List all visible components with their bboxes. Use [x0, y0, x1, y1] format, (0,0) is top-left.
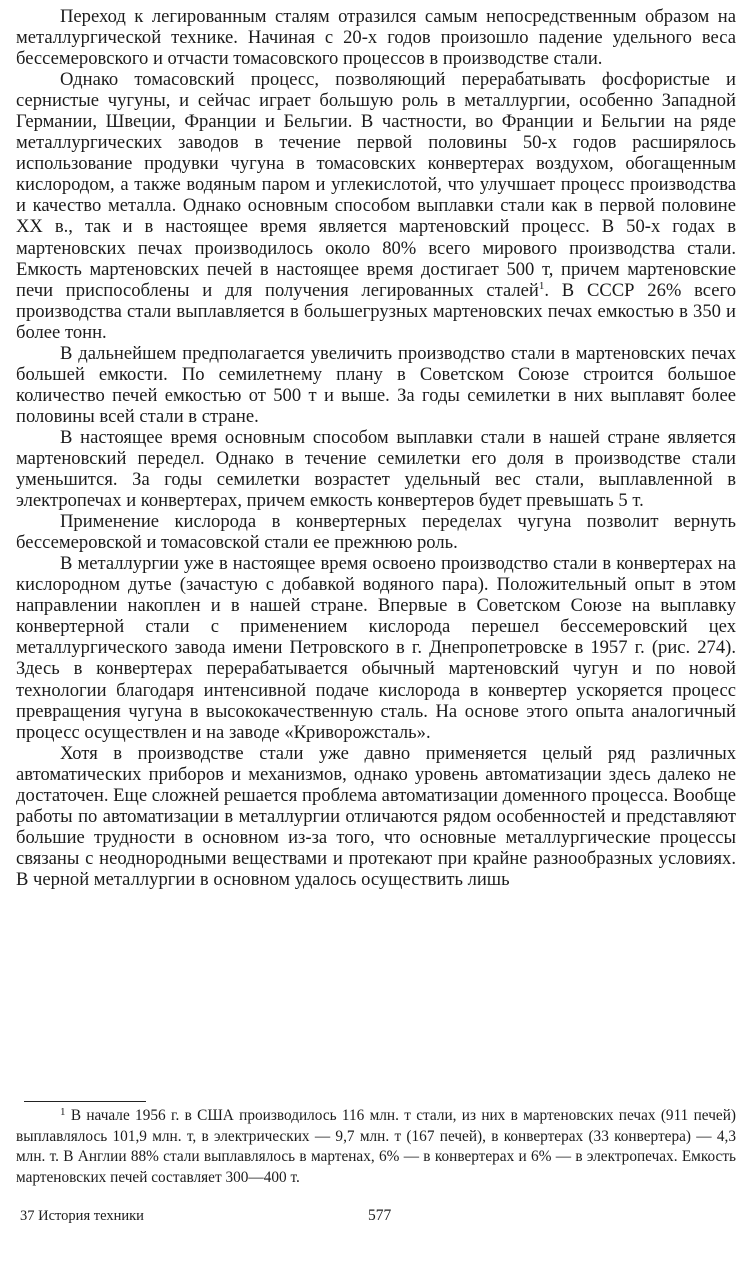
paragraph-text: В металлургии уже в настоящее время освоено производство стали в конвертерах на кислородном дутье (зачастую с добавкой водяного пара). Положительный опыт в этом направлении накоплен и в нашей стране. Впервые в Советском Союзе на выплавку конвертерной стали с применением кислорода перешел бессемеровский цех металлургического завода имени Петровского в г. Днепропетровске в 1957 г. (рис. 274). Здесь в конвертерах перерабатывается обычный мартеновский чугун и по новой технологии благодаря интенсивной подаче кислорода в конвертер ускоряется процесс превращения чугуна в высококачественную сталь. На основе этого опыта аналогичный процесс осуществлен и на заводе «Криворожсталь». [16, 553, 736, 743]
paragraph-text: Применение кислорода в конвертерных переделах чугуна позволит вернуть бессемеровской и томасовской стали ее прежнюю роль. [16, 511, 736, 554]
paragraph-text: В дальнейшем предполагается увеличить производство стали в мартеновских печах большей емкости. По семилетнему плану в Советском Союзе строится большое количество печей емкостью от 500 т и выше. За годы семилетки в них выплавят более половины всей стали в стране. [16, 342, 736, 427]
paragraph [16, 743, 736, 890]
paragraph-text: Однако томасовский процесс, позволяющий перерабатывать фосфористые и сернистые чугуны, и сейчас играет большую роль в металлургии, особенно Западной Германии, Швеции, Франции и Бельгии. В частности, во Франции и Бельгии на ряде металлургических заводов в течение первой половины 50-х годов расширялось использование продувки чугуна в томасовских конвертерах воздухом, обогащенным кислородом, а также водяным паром и углекислотой, что улучшает процесс производства и качество металла. Однако основным способом выплавки стали как в первой половине XX в., так и в настоящее время является мартеновский процесс. В 50-х годах в мартеновских печах производилось около 80% всего мирового производства стали. Емкость мартеновских печей в настоящее время достигает 500 т, причем мартеновские печи приспособлены и для получения легированных сталей [16, 69, 736, 301]
footnote-reference: 1 [538, 279, 545, 292]
paragraph [16, 553, 736, 742]
footnote [16, 1106, 736, 1188]
paragraph [16, 343, 736, 427]
paragraph [16, 427, 736, 511]
paragraph-text: Переход к легированным сталям отразился самым непосредственным образом на металлургической технике. Начиная с 20-х годов произошло падение удельного веса бессемеровского и отчасти томасовского процессов в производстве стали. [16, 6, 736, 70]
paragraph [16, 6, 736, 69]
paragraph-text: В настоящее время основным способом выплавки стали в нашей стране является мартеновский передел. Однако в течение семилетки его доля в производстве стали уменьшится. За годы семилетки возрастет удельный вес стали, выплавленной в электропечах и конвертерах, причем емкость конвертеров будет превышать 5 т. [16, 426, 736, 512]
body-text [16, 6, 736, 890]
paragraph [16, 511, 736, 553]
footnote-text: В начале 1956 г. в США производилось 116 млн. т стали, из них в мартеновских печах (911 печей) выплавлялось 101,9 млн. т, в электрических — 9,7 млн. т (167 печей), в конвертерах (33 конвертера) — 4,3 млн. т. В Англии 88% стали выплавлялось в мартенах, 6% — в конвертерах и 6% — в электропечах. Емкость мартеновских печей составляет 300—400 т. [16, 1107, 736, 1186]
paragraph [16, 69, 736, 343]
page-number: 577 [368, 1207, 392, 1224]
paragraph-text: Хотя в производстве стали уже давно применяется целый ряд различных автоматических приборов и механизмов, однако уровень автоматизации здесь далеко не достаточен. Еще сложней решается проблема автоматизации доменного процесса. Вообще работы по автоматизации в металлургии отличаются рядом особенностей и представляют большие трудности в основном из-за того, что основные металлургические процессы связаны с неоднородными веществами и протекают при крайне разнообразных условиях. В черной металлургии в основном удалось осуществить лишь [16, 742, 736, 890]
running-footer: 37 История техники [20, 1208, 144, 1224]
footnote-divider [24, 1101, 146, 1102]
paragraph-text: . В СССР 26% всего производства стали выплавляется в большегрузных мартеновских печах емкостью в 350 и более тонн. [16, 279, 736, 343]
footnote-number: 1 [60, 1106, 66, 1118]
